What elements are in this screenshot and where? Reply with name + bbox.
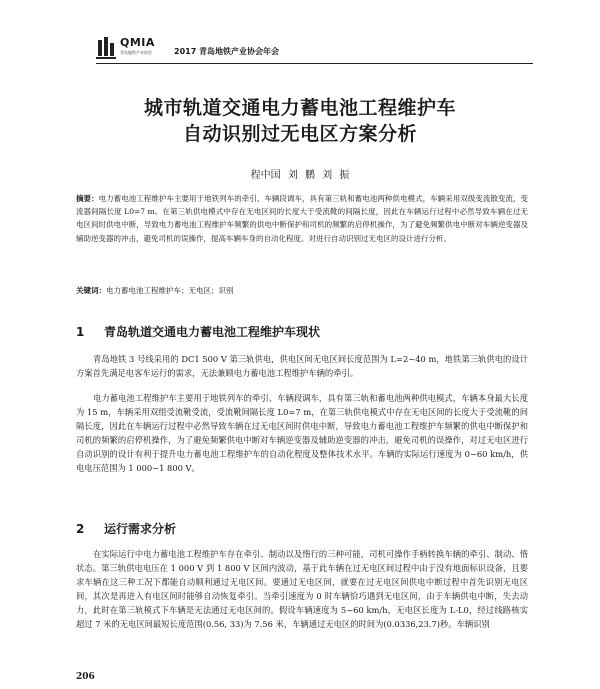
section-1-paragraph-2 bbox=[76, 391, 528, 475]
section-2-paragraph-1-text: 在实际运行中电力蓄电池工程维护车存在牵引、制动以及惰行的三种可能，司机可操作手柄转换车辆的牵引、制动、惰状态。第三轨供电电压在 1 000 V 到 1 800 V 区间内波动，基于此车辆在过无电区间过程中由于没有地面标识设备，且要求车辆在这三种工况下都能自动顺利通过无电区间。要通过无电区间，就要在过无电区间供电中断过程中首先识别无电区间，其次是再进入有电区间时能够自动恢复牵引。当牵引速度为 0 时车辆恰巧遇到无电区间，由于车辆供电中断，失去动力，此时在第三轨模式下车辆是无法通过无电区间的。假设车辆速度为 5~60 km/h，无电区长度为 L-L0，经过线路核实超过 7 米的无电区间最短长度范围(0.56, 33)为 7.56 米，车辆通过无电区的时间为(0.0336,23.7)秒。车辆识别 bbox=[76, 549, 528, 629]
keywords-label: 关键词： bbox=[76, 286, 106, 295]
qmia-logo bbox=[96, 34, 166, 62]
section-2-heading bbox=[76, 520, 176, 537]
section-1-heading bbox=[76, 323, 320, 340]
section-2-paragraph-1 bbox=[76, 547, 528, 631]
keywords-text: 电力蓄电池工程维护车；无电区；识别 bbox=[106, 286, 234, 295]
paper-title-line-2: 自动识别过无电区方案分析 bbox=[182, 123, 417, 145]
section-1-paragraph-1 bbox=[76, 352, 528, 380]
section-1-number: 1 bbox=[76, 325, 85, 339]
abstract-label: 摘要： bbox=[76, 194, 99, 203]
page-number: 206 bbox=[76, 672, 95, 682]
logo-text: QMIA bbox=[120, 36, 155, 49]
section-1-paragraph-1-text: 青岛地铁 3 号线采用的 DC1 500 V 第三轨供电，供电区间无电区间长度范围为 L=2~40 m，地铁第三轨供电的设计方案首先满足电客车运行的需求，无法兼顾电力蓄电池工程维护车辆的牵引。 bbox=[76, 354, 528, 378]
section-1-title: 青岛轨道交通电力蓄电池工程维护车现状 bbox=[104, 325, 321, 339]
section-2-number: 2 bbox=[76, 522, 85, 536]
authors: 程中国 刘 鹏 刘 振 bbox=[250, 170, 350, 181]
logo-emblem-icon bbox=[96, 34, 118, 60]
logo-subtitle: 青岛地铁产业协会 bbox=[120, 50, 152, 55]
section-1-paragraph-2-text: 电力蓄电池工程维护车主要用于地铁列车的牵引、车辆段调车，具有第三轨和蓄电池两种供电模式，车辆本身最大长度为 15 m，车辆采用双组受流靴受流，受流靴间隔长度 L0=7 m，在第三轨供电模式中存在无电区间的长度大于受流靴的间隔长度，因此在车辆运行过程中必然导致车辆在过无电区间时供电中断，导致电力蓄电池工程维护车频繁的供电中断保护和司机的频繁的启停机操作，为了避免频繁供电中断对车辆逆变器及辅助逆变器的冲击，避免司机的误操作，对过无电区进行自动识别的设计有利于提升电力蓄电池工程维护车的自动化程度及整体技术水平。车辆的实际运行速度为 0~60 km/h，供电电压范围为 1 000~1 800 V。 bbox=[76, 393, 528, 473]
header-rule bbox=[96, 63, 533, 64]
abstract bbox=[76, 192, 528, 245]
page-header bbox=[96, 34, 536, 62]
conference-name: 2017 青岛地铁产业协会年会 bbox=[174, 47, 280, 56]
abstract-text: 电力蓄电池工程维护车主要用于地铁列车的牵引、车辆段调车，具有第三轨和蓄电池两种供电模式，车辆采用双级变流散变流，变流器间隔长度 L0=7 m。在第三轨供电模式中存在无电区间的长度大于受流靴的间隔长度，因此在车辆运行过程中必然导致车辆在过无电区间时供电中断，导致电力蓄电池工程维护车频繁的供电中断保护和司机的频繁的启停机操作，为了避免频繁供电中断对车辆逆变器及辅助逆变器的冲击，避免司机的误操作，提高车辆车身的自动化程度。对进行自动识别过无电区的设计进行分析。 bbox=[76, 194, 529, 243]
keywords bbox=[76, 285, 528, 296]
paper-title-line-1: 城市轨道交通电力蓄电池工程维护车 bbox=[143, 97, 456, 119]
section-2-title: 运行需求分析 bbox=[104, 522, 177, 536]
